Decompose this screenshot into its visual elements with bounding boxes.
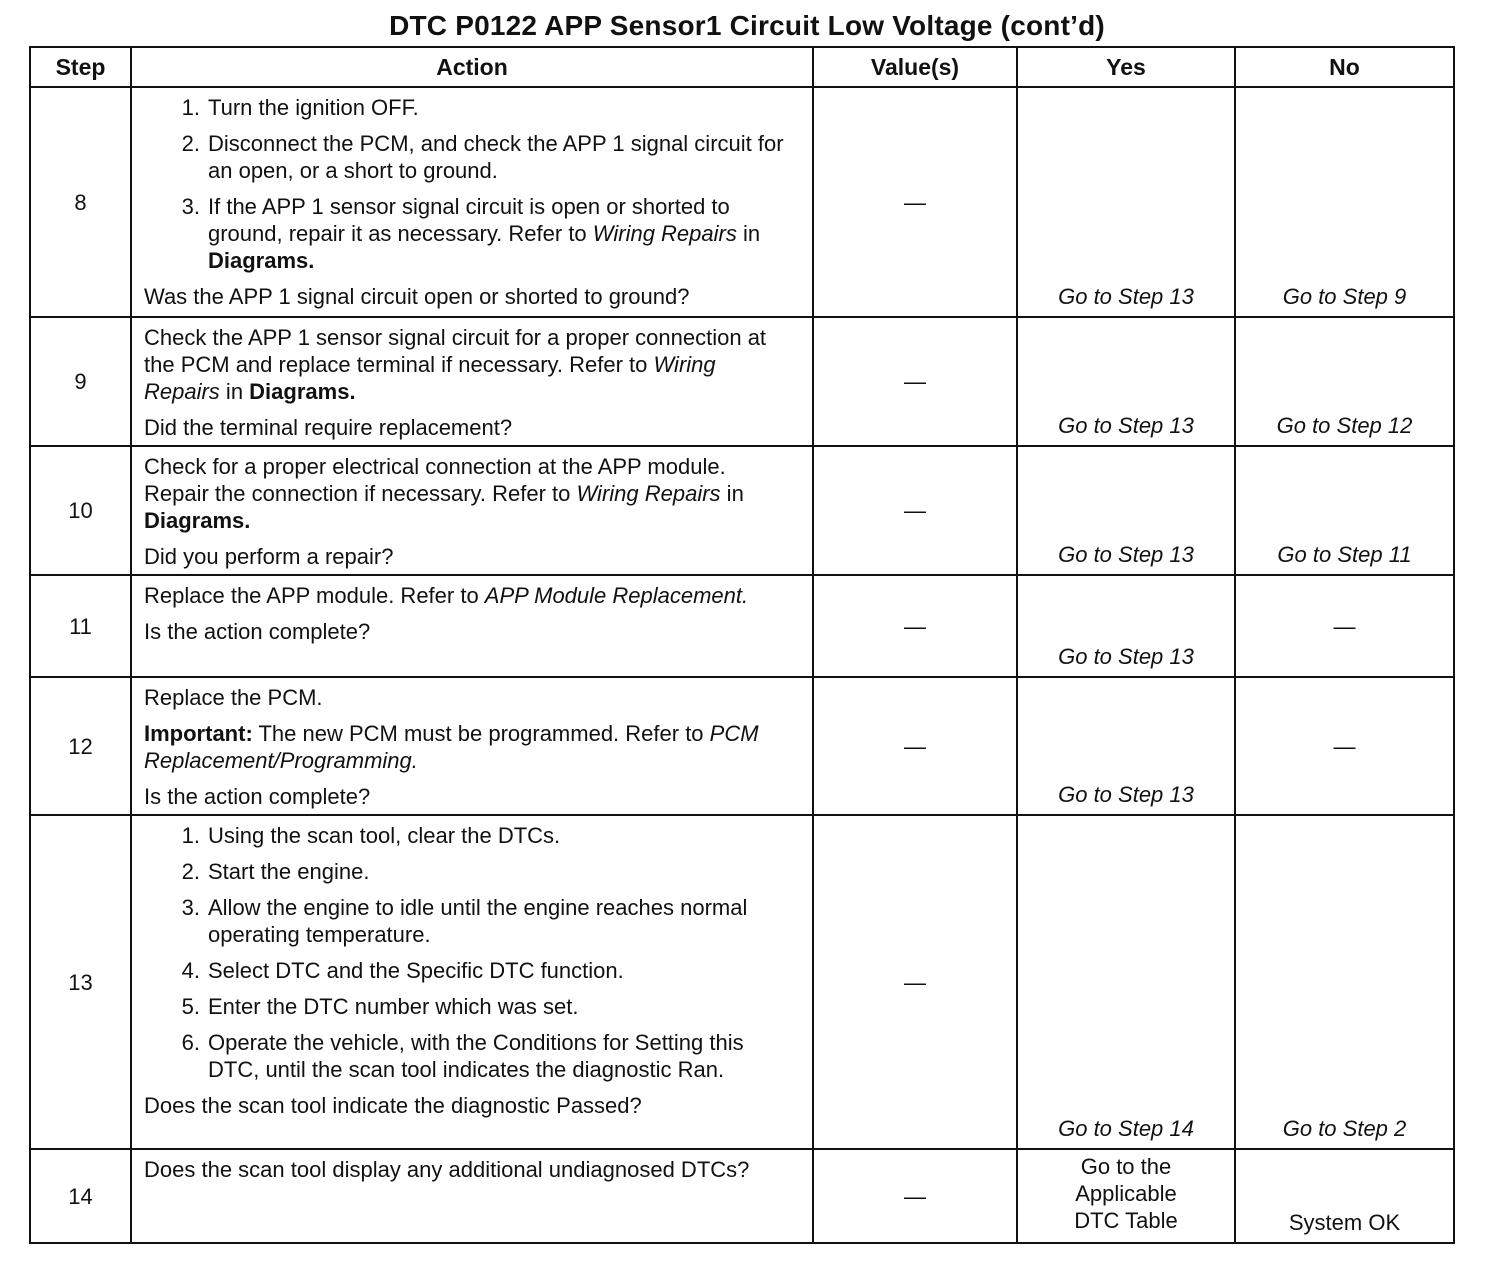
yes-cell: Go to Step 13 [1017,87,1235,317]
important-note [144,720,794,774]
value-cell: — [813,1149,1017,1243]
table-row [30,575,1454,677]
punctuation: . [742,583,749,608]
list-item-text: Operate the vehicle, with the Conditions for Setting this DTC, until the scan tool indicates the diagnostic Ran. [208,1030,744,1082]
question-text: Did you perform a repair? [144,544,394,569]
list-item [144,993,794,1020]
action-text [144,324,794,405]
reference-link: APP Module Replacement [484,583,743,608]
action-text-part: Check the APP 1 sensor signal circuit for a proper connection at the PCM and replace terminal if necessary. Refer to [144,325,767,377]
page-title: DTC P0122 APP Sensor1 Circuit Low Voltage (cont’d) [389,10,1105,41]
action-cell [131,87,813,317]
connector-text: in [219,379,250,404]
list-item [144,130,794,184]
list-item [144,193,794,274]
table-row [30,677,1454,815]
list-item-number: 2. [181,131,200,156]
reference-link: Wiring Repairs [144,352,716,404]
list-item [144,822,794,849]
action-text-part: Check for a proper electrical connection at the APP module. Repair the connection if necessary. Refer to [144,454,726,506]
header-yes: Yes [1017,47,1235,87]
action-cell [131,317,813,446]
table-row [30,317,1454,446]
list-item [144,894,794,948]
connector-text: in [720,481,744,506]
list-item [144,1029,794,1083]
value-cell: — [813,677,1017,815]
question-text: Was the APP 1 signal circuit open or shorted to ground? [144,284,690,309]
yes-line: Go to the [1080,1153,1172,1179]
step-number: 10 [30,446,131,575]
table-row [30,446,1454,575]
reference-link: PCM Replacement/Programming [144,721,759,773]
list-item-text: Start the engine. [208,859,370,884]
step-number: 14 [30,1149,131,1243]
list-item-number: 1. [181,95,200,120]
no-cell: — [1235,677,1454,815]
reference-link: Wiring Repairs [592,221,737,246]
question-text: Does the scan tool indicate the diagnostic Passed? [144,1093,642,1118]
no-cell: Go to Step 11 [1235,446,1454,575]
list-item-text: Disconnect the PCM, and check the APP 1 signal circuit for an open, or a short to ground. [208,131,784,183]
important-text: The new PCM must be programmed. Refer to [252,721,710,746]
value-cell: — [813,317,1017,446]
value-cell: — [813,446,1017,575]
yes-cell: Go to Step 13 [1017,575,1235,677]
list-item-number: 2. [181,859,200,884]
question-text: Is the action complete? [144,784,371,809]
action-text: Replace the PCM. [144,685,323,710]
yes-cell: Go to Step 14 [1017,815,1235,1149]
no-cell: Go to Step 12 [1235,317,1454,446]
reference-section: Diagrams. [144,508,251,533]
list-item-number: 3. [181,895,200,920]
header-no: No [1235,47,1454,87]
list-item-text [208,193,794,274]
list-item-text: Select DTC and the Specific DTC function. [208,958,624,983]
important-label: Important: [144,721,253,746]
list-item [144,94,794,121]
yes-cell [1017,1149,1235,1243]
no-cell: — [1235,575,1454,677]
value-cell: — [813,87,1017,317]
action-list [144,94,794,274]
yes-cell: Go to Step 13 [1017,677,1235,815]
list-item-number: 6. [181,1030,200,1055]
reference-section: Diagrams. [208,248,315,273]
list-item [144,858,794,885]
reference-link: Wiring Repairs [576,481,721,506]
step-number: 12 [30,677,131,815]
question-text: Does the scan tool display any additional undiagnosed DTCs? [144,1157,750,1182]
action-cell [131,1149,813,1243]
table-row [30,815,1454,1149]
punctuation: . [411,748,418,773]
yes-line: DTC Table [1074,1207,1178,1233]
action-cell [131,575,813,677]
value-cell: — [813,815,1017,1149]
list-item-text: Turn the ignition OFF. [208,95,419,120]
list-item-number: 5. [181,994,200,1019]
header-values: Value(s) [813,47,1017,87]
list-item-number: 4. [181,958,200,983]
action-cell [131,677,813,815]
action-text [144,453,794,534]
list-item [144,957,794,984]
value-cell: — [813,575,1017,677]
list-item-text: Enter the DTC number which was set. [208,994,579,1019]
step-number: 8 [30,87,131,317]
list-item-number: 3. [181,194,200,219]
no-cell: System OK [1235,1149,1454,1243]
action-cell [131,815,813,1149]
action-list [144,822,794,1083]
list-item-text-part: If the APP 1 sensor signal circuit is open or shorted to ground, repair it as necessary. Refer to [208,194,730,246]
yes-cell: Go to Step 13 [1017,317,1235,446]
step-number: 9 [30,317,131,446]
yes-cell: Go to Step 13 [1017,446,1235,575]
table-row [30,87,1454,317]
action-text-part: Replace the APP module. Refer to [144,583,485,608]
no-cell: Go to Step 2 [1235,815,1454,1149]
list-item-number: 1. [181,823,200,848]
table-header-row [30,47,1454,87]
question-text: Did the terminal require replacement? [144,415,513,440]
no-cell: Go to Step 9 [1235,87,1454,317]
action-text [144,582,794,609]
list-item-text: Using the scan tool, clear the DTCs. [208,823,561,848]
step-number: 11 [30,575,131,677]
step-number: 13 [30,815,131,1149]
action-cell [131,446,813,575]
reference-section: Diagrams. [249,379,356,404]
connector-text: in [736,221,761,246]
header-step: Step [30,47,131,87]
question-text: Is the action complete? [144,619,371,644]
table-row [30,1149,1454,1243]
list-item-text: Allow the engine to idle until the engine reaches normal operating temperature. [208,895,748,947]
yes-line: Applicable [1075,1180,1177,1206]
diagnostic-table [29,46,1455,1244]
header-action: Action [131,47,813,87]
